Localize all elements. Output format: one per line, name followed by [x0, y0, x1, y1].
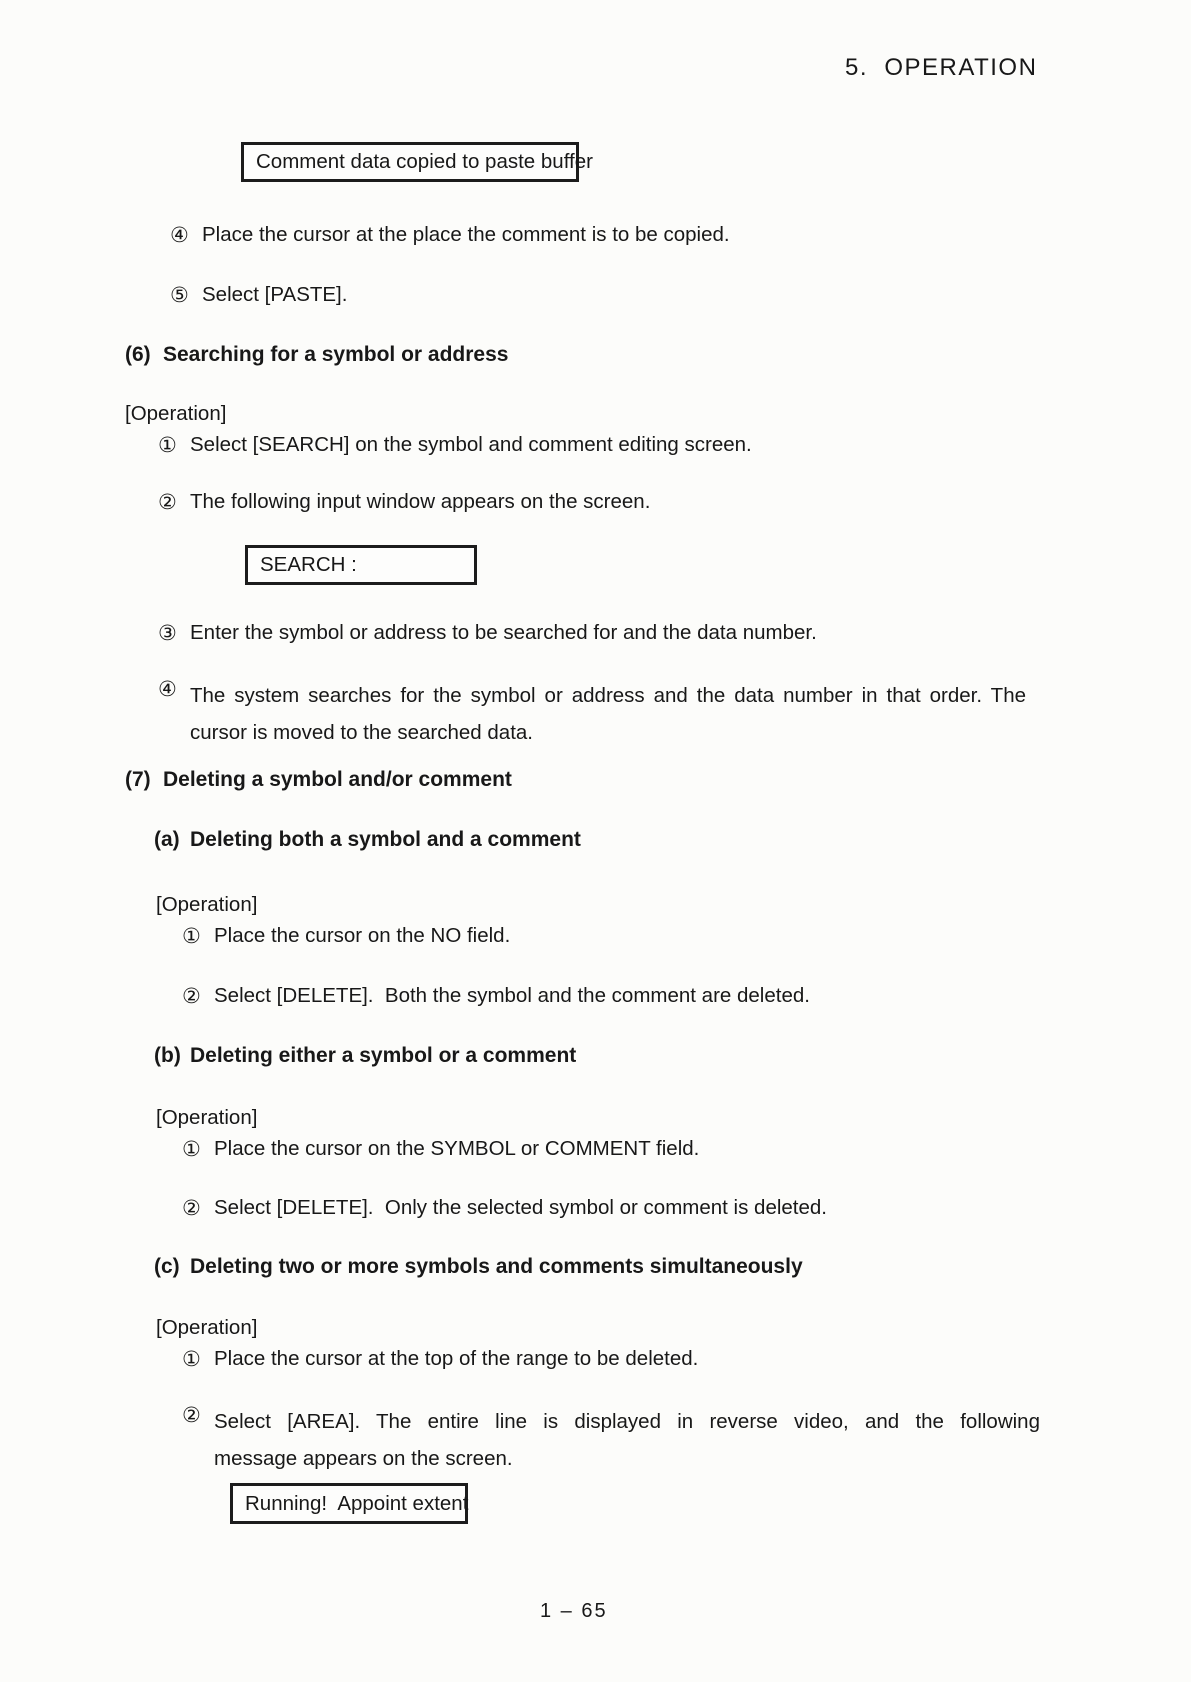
step-item: [170, 283, 347, 308]
section-title: Searching for a symbol or address: [163, 343, 509, 366]
step-number: ②: [182, 1404, 201, 1427]
step-text-line2: message appears on the screen.: [214, 1447, 513, 1470]
subsection-label: (c): [154, 1255, 180, 1278]
step-text: Select [DELETE]. Both the symbol and the comment are deleted.: [214, 984, 810, 1007]
chapter-header: 5. OPERATION: [845, 54, 1038, 81]
operation-label: [Operation]: [156, 893, 258, 916]
step-text: Enter the symbol or address to be searched for and the data number.: [190, 621, 817, 644]
step-number: ①: [158, 434, 177, 457]
step-number: ⑤: [170, 284, 189, 307]
section-heading-7: [125, 768, 512, 792]
step-number: ①: [182, 925, 201, 948]
step-item: [182, 1137, 699, 1162]
message-box-paste-buffer-text: Comment data copied to paste buffer: [256, 150, 593, 173]
step-number: ④: [170, 224, 189, 247]
subsection-title: Deleting either a symbol or a comment: [190, 1044, 577, 1067]
subsection-heading-b: [154, 1044, 576, 1068]
operation-label: [Operation]: [156, 1106, 258, 1129]
step-number: ①: [182, 1138, 201, 1161]
step-text-line2: cursor is moved to the searched data.: [190, 721, 533, 744]
section-label: (7): [125, 768, 151, 791]
section-title: Deleting a symbol and/or comment: [163, 768, 512, 791]
section-label: (6): [125, 343, 151, 366]
message-box-running-text: Running! Appoint extent: [245, 1491, 469, 1515]
subsection-heading-c: [154, 1255, 803, 1279]
step-item: [158, 433, 752, 458]
step-item: [182, 984, 810, 1009]
step-item: [158, 677, 1026, 751]
step-text: Place the cursor at the place the comment is to be copied.: [202, 223, 730, 246]
subsection-title: Deleting two or more symbols and comments simultaneously: [190, 1255, 803, 1278]
operation-label: [Operation]: [156, 1316, 258, 1339]
step-text-line1: The system searches for the symbol or address and the data number in that order. The: [190, 684, 1026, 707]
message-box-search-prompt: [245, 545, 477, 585]
step-item: [182, 924, 510, 949]
step-number: ④: [158, 678, 177, 701]
step-text-line1: Select [AREA]. The entire line is displayed in reverse video, and the following: [214, 1410, 1040, 1433]
step-text: The following input window appears on the screen.: [190, 490, 651, 513]
step-item: [170, 223, 730, 248]
operation-label: [Operation]: [125, 402, 227, 425]
subsection-label: (b): [154, 1044, 181, 1067]
subsection-title: Deleting both a symbol and a comment: [190, 828, 581, 851]
step-text: [190, 677, 1026, 751]
message-box-search-text: SEARCH :: [260, 553, 357, 576]
step-item: [182, 1347, 698, 1372]
section-heading-6: [125, 343, 508, 367]
step-text: Place the cursor on the SYMBOL or COMMENT field.: [214, 1137, 700, 1160]
message-box-paste-buffer: [241, 142, 593, 182]
step-text: [214, 1403, 1040, 1477]
page-number: 1 – 65: [540, 1600, 608, 1622]
step-number: ②: [158, 491, 177, 514]
step-item: [158, 621, 817, 646]
step-text: Select [SEARCH] on the symbol and comment editing screen.: [190, 433, 752, 456]
subsection-heading-a: [154, 828, 581, 852]
step-number: ②: [182, 1197, 201, 1220]
step-number: ②: [182, 985, 201, 1008]
message-box-running: [230, 1483, 468, 1524]
subsection-label: (a): [154, 828, 180, 851]
step-text: Place the cursor at the top of the range to be deleted.: [214, 1347, 699, 1370]
step-number: ③: [158, 622, 177, 645]
step-text: Select [DELETE]. Only the selected symbol or comment is deleted.: [214, 1196, 827, 1219]
step-text: Select [PASTE].: [202, 283, 348, 306]
step-number: ①: [182, 1348, 201, 1371]
step-text: Place the cursor on the NO field.: [214, 924, 511, 947]
step-item: [182, 1403, 1040, 1477]
step-item: [158, 490, 650, 515]
step-item: [182, 1196, 827, 1221]
